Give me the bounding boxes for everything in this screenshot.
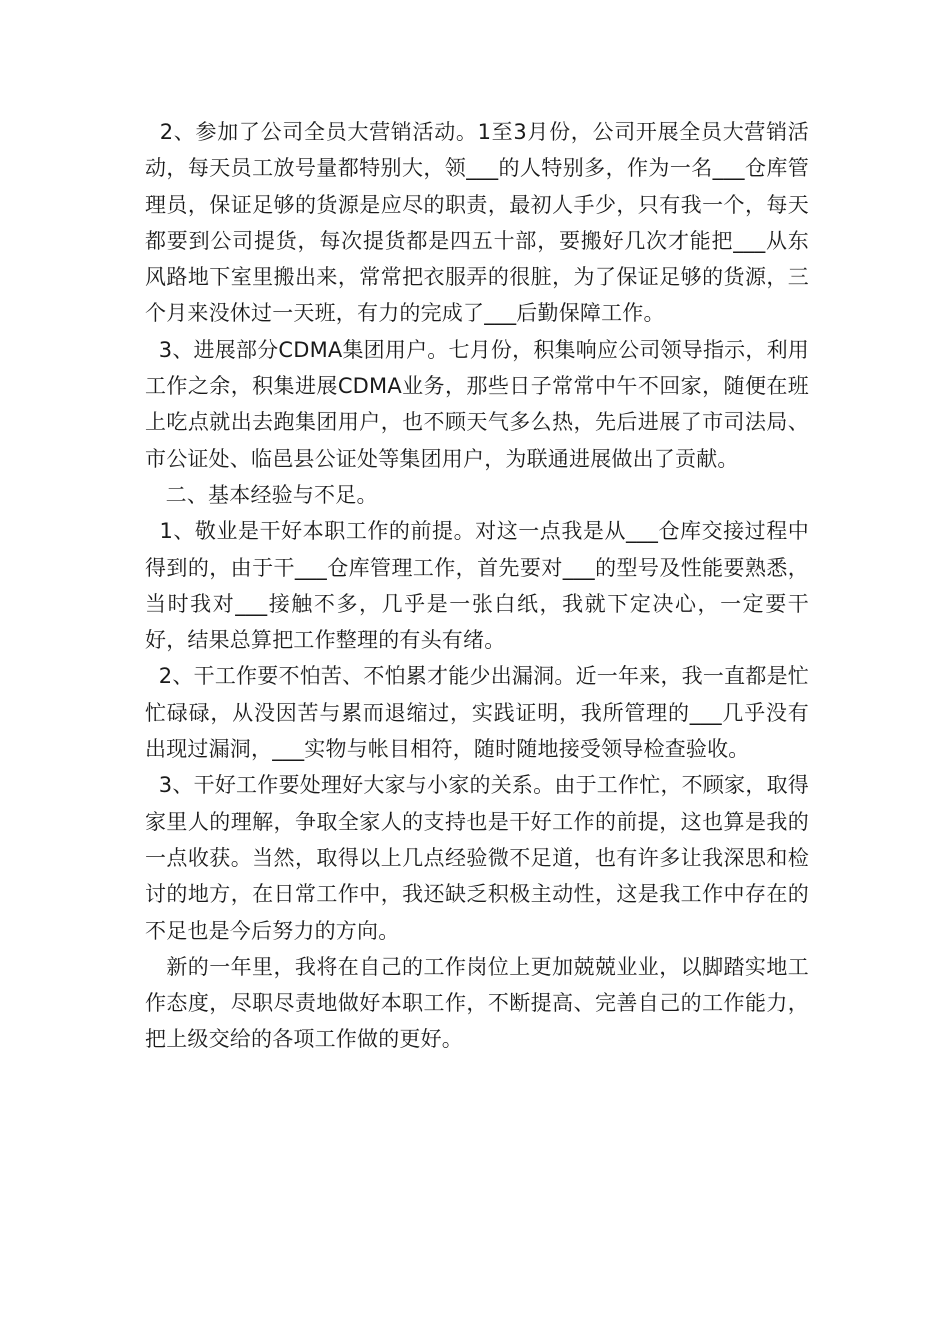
paragraph-newyear: 新的一年里，我将在自己的工作岗位上更加兢兢业业，以脚踏实地工作态度，尽职尽责地做好本职工作，不断提高、完善自己的工作能力，把上级交给的各项工作做的更好。 xyxy=(145,954,809,1052)
section-heading: 二、基本经验与不足。 xyxy=(145,482,378,507)
paragraph-hardwork: 2、干工作要不怕苦、不怕累才能少出漏洞。近一年来，我一直都是忙忙碌碌，从没因苦与累而退缩过，实践证明，我所管理的___几乎没有出现过漏洞，___实物与帐目相符，随时随地接受领导检查验收。 xyxy=(145,664,809,762)
document-body xyxy=(145,114,809,1058)
paragraph-activity: 2、参加了公司全员大营销活动。1至3月份，公司开展全员大营销活动，每天员工放号量都特别大，领___的人特别多，作为一名___仓库管理员，保证足够的货源是应尽的职责，最初人手少，只有我一个，每天都要到公司提货，每次提货都是四五十部，要搬好几次才能把___从东风路地下室里搬出来，常常把衣服弄的很脏，为了保证足够的货源，三个月来没休过一天班，有力的完成了___后勤保障工作。 xyxy=(145,120,809,326)
paragraph-cdma: 3、进展部分CDMA集团用户。七月份，积集响应公司领导指示，利用工作之余，积集进展CDMA业务，那些日子常常中午不回家，随便在班上吃点就出去跑集团用户，也不顾天气多么热，先后进展了市司法局、市公证处、临邑县公证处等集团用户，为联通进展做出了贡献。 xyxy=(145,337,809,471)
paragraph-balance: 3、干好工作要处理好大家与小家的关系。由于工作忙，不顾家，取得家里人的理解，争取全家人的支持也是干好工作的前提，这也算是我的一点收获。当然，取得以上几点经验微不足道，也有许多让我深思和检讨的地方，在日常工作中，我还缺乏积极主动性，这是我工作中存在的不足也是今后努力的方向。 xyxy=(145,773,809,943)
paragraph-dedication: 1、敬业是干好本职工作的前提。对这一点我是从___仓库交接过程中得到的，由于干___仓库管理工作，首先要对___的型号及性能要熟悉，当时我对___接触不多，几乎是一张白纸，我就下定决心，一定要干好，结果总算把工作整理的有头有绪。 xyxy=(145,519,809,653)
